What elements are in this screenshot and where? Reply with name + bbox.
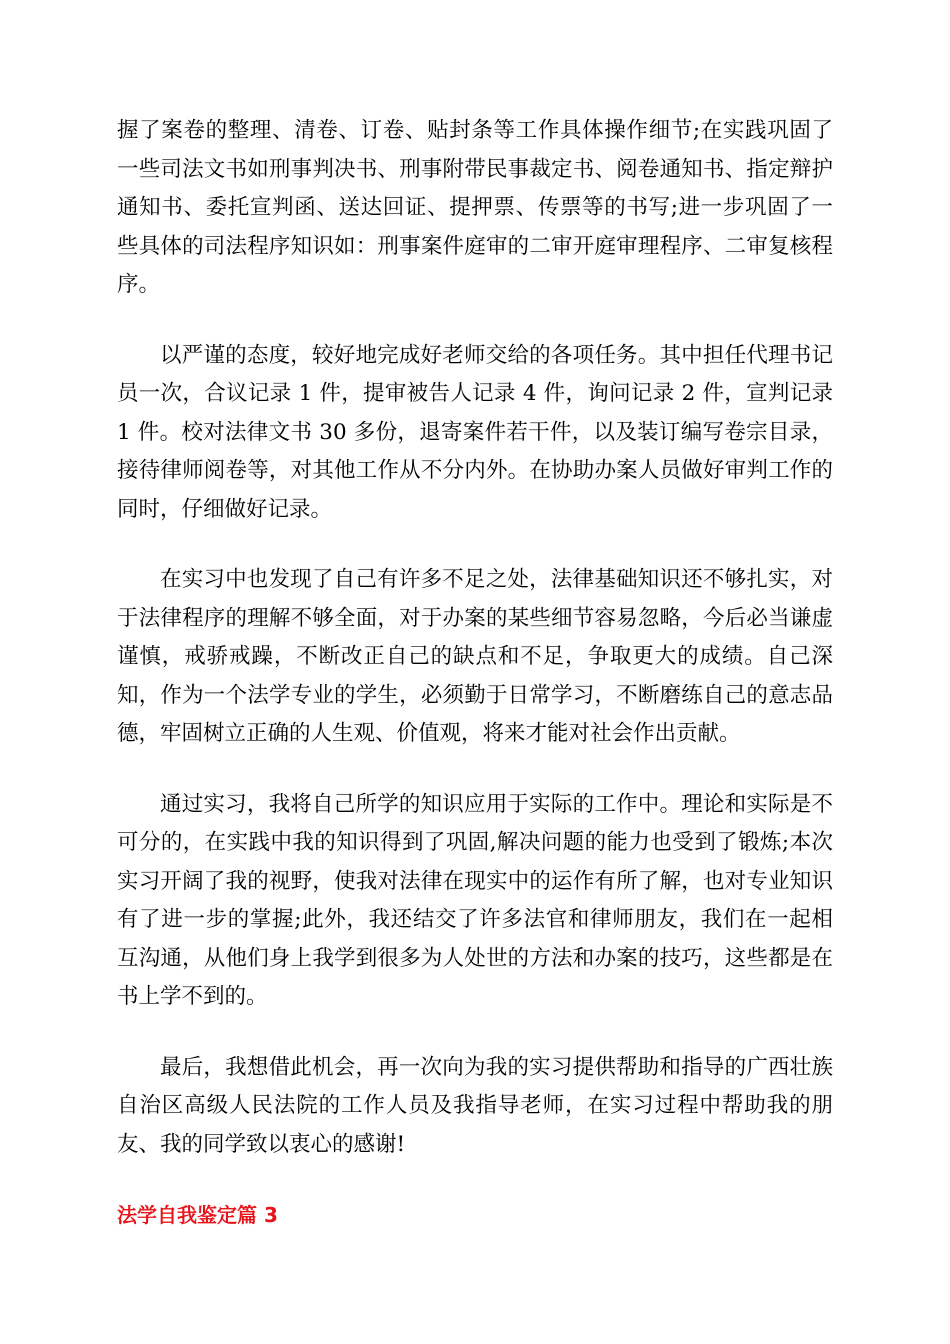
paragraph-shortcomings: 在实习中也发现了自己有许多不足之处，法律基础知识还不够扎实，对于法律程序的理解不够全面，对于办案的某些细节容易忽略，今后必当谦虚谨慎，戒骄戒躁，不断改正自己的缺点和不足，争取更大的成绩。自己深知，作为一个法学专业的学生，必须勤于日常学习，不断磨练自己的意志品德，牢固树立正确的人生观、价值观，将来才能对社会作出贡献。 [117, 567, 833, 746]
paragraph-continuation: 握了案卷的整理、清卷、订卷、贴封条等工作具体操作细节;在实践巩固了一些司法文书如刑事判决书、刑事附带民事裁定书、阅卷通知书、指定辩护通知书、委托宣判函、送达回证、提押票、传票等的书写;进一步巩固了一些具体的司法程序知识如：刑事案件庭审的二审开庭审理程序、二审复核程序。 [117, 118, 833, 297]
paragraph-gains: 通过实习，我将自己所学的知识应用于实际的工作中。理论和实际是不可分的，在实践中我的知识得到了巩固,解决问题的能力也受到了锻炼;本次实习开阔了我的视野，使我对法律在现实中的运作有所了解，也对专业知识有了进一步的掌握;此外，我还结交了许多法官和律师朋友，我们在一起相互沟通，从他们身上我学到很多为人处世的方法和办案的技巧，这些都是在书上学不到的。 [117, 791, 833, 1009]
paragraph-tasks: 以严谨的态度，较好地完成好老师交给的各项任务。其中担任代理书记员一次，合议记录 1 件，提审被告人记录 4 件，询问记录 2 件，宣判记录 1 件。校对法律文书 30 多份，退寄案件若干件，以及装订编写卷宗目录，接待律师阅卷等，对其他工作从不分内外。在协助办案人员做好审判工作的同时，仔细做好记录。 [117, 342, 833, 522]
section-heading: 法学自我鉴定篇 3 [117, 1203, 278, 1227]
document-body [117, 112, 833, 1234]
paragraph-thanks: 最后，我想借此机会，再一次向为我的实习提供帮助和指导的广西壮族自治区高级人民法院的工作人员及我指导老师，在实习过程中帮助我的朋友、我的同学致以衷心的感谢! [117, 1054, 833, 1157]
